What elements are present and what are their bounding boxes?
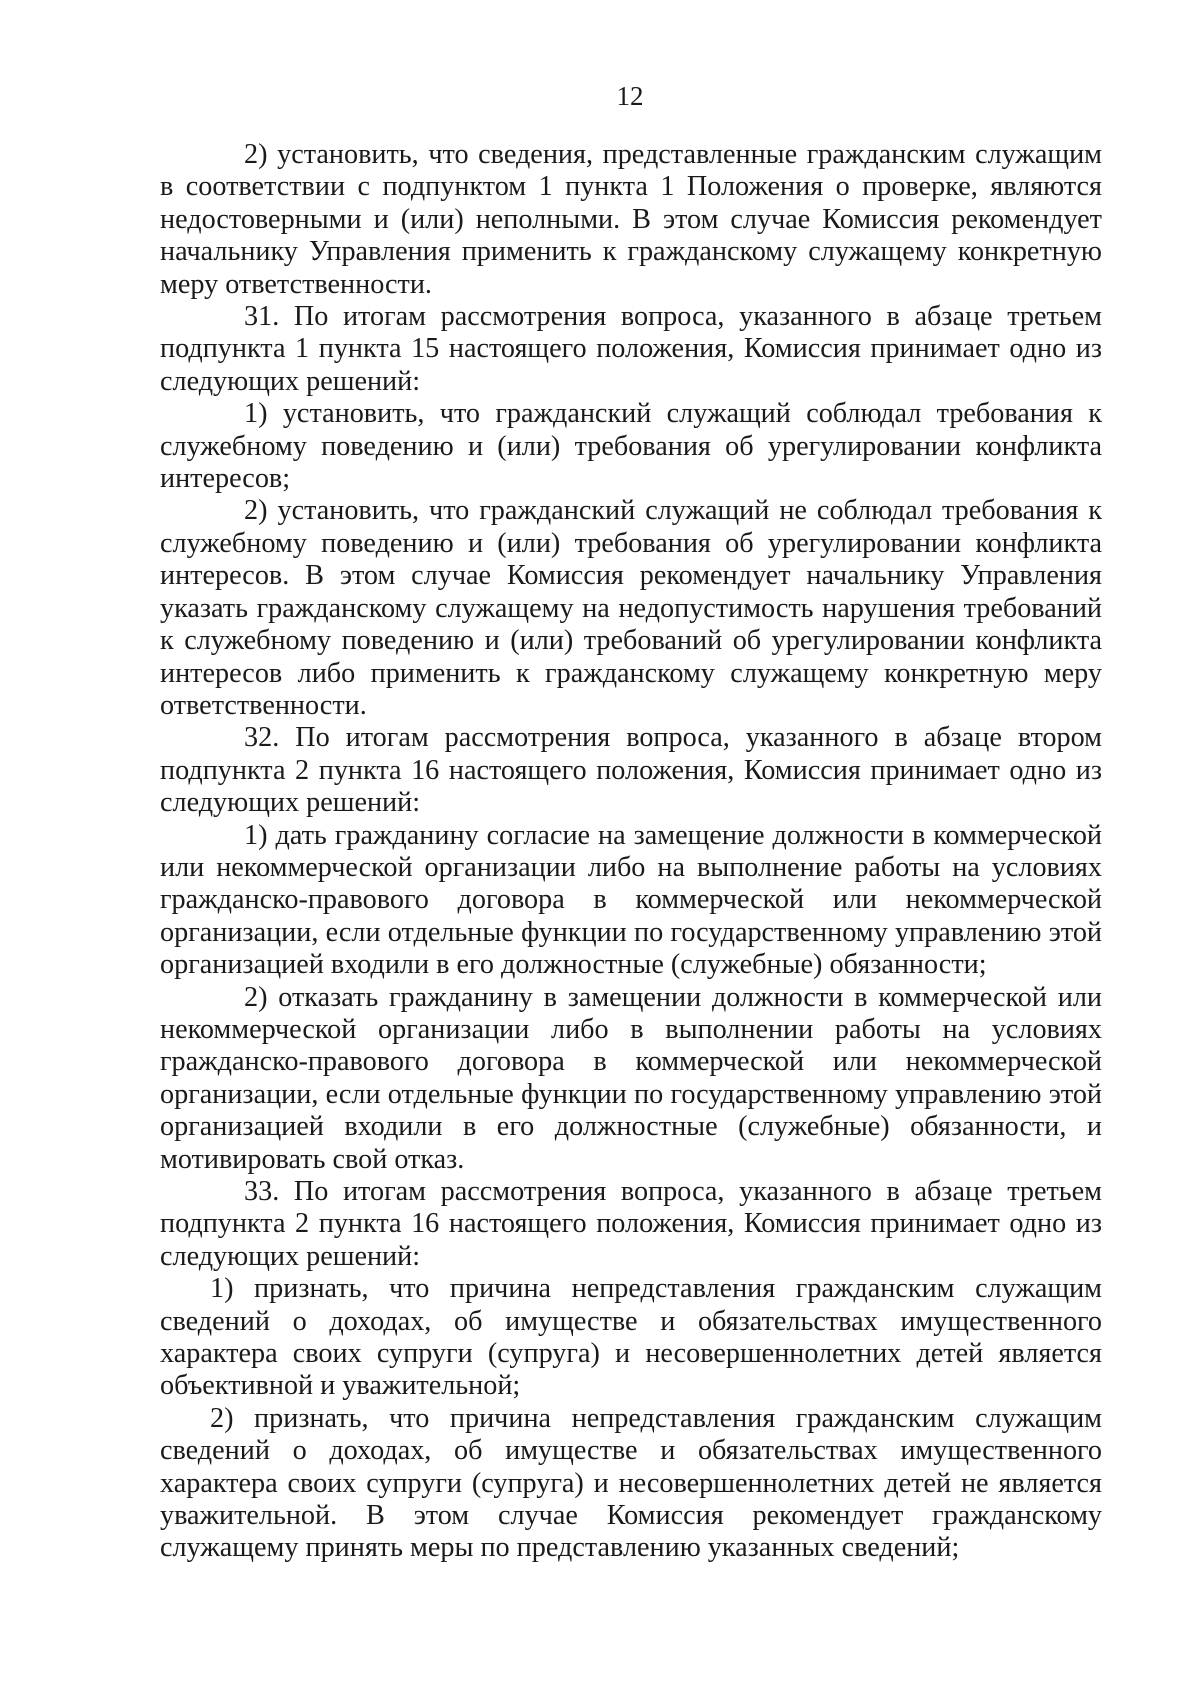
paragraph-item-2-false-info: 2) установить, что сведения, представленные гражданским служащим в соответствии с подпунктом 1 пункта 1 Положения о проверке, являются недостоверными и (или) неполными. В этом случае Комиссия рекомендует начальнику Управления применить к гражданскому служащему конкретную меру ответственности. (160, 139, 1102, 300)
paragraph-32-decision-1: 1) дать гражданину согласие на замещение должности в коммерческой или некоммерческой организации либо на выполнение работы на условиях гражданско-правового договора в коммерческой или некоммерческой организации, если отдельные функции по государственному управлению этой организацией входили в его должностные (служебные) обязанности; (160, 819, 1102, 981)
paragraph-32: 32. По итогам рассмотрения вопроса, указанного в абзаце втором подпункта 2 пункта 16 настоящего положения, Комиссия принимает одно из следующих решений: (160, 722, 1102, 819)
paragraph-31-decision-1: 1) установить, что гражданский служащий соблюдал требования к служебному поведению и (или) требования об урегулировании конфликта интересов; (160, 398, 1102, 495)
paragraph-33-decision-1: 1) признать, что причина непредставления гражданским служащим сведений о доходах, об имуществе и обязательствах имущественного характера своих супруги (супруга) и несовершеннолетних детей является объективной и уважительной; (160, 1273, 1102, 1402)
paragraph-33-decision-2: 2) признать, что причина непредставления гражданским служащим сведений о доходах, об имуществе и обязательствах имущественного характера своих супруги (супруга) и несовершеннолетних детей не является уважительной. В этом случае Комиссия рекомендует гражданскому служащему принять меры по представлению указанных сведений; (160, 1402, 1102, 1564)
paragraph-33: 33. По итогам рассмотрения вопроса, указанного в абзаце третьем подпункта 2 пункта 16 настоящего положения, Комиссия принимает одно из следующих решений: (160, 1176, 1102, 1272)
document-body (160, 139, 1102, 1565)
paragraph-31: 31. По итогам рассмотрения вопроса, указанного в абзаце третьем подпункта 1 пункта 15 настоящего положения, Комиссия принимает одно из следующих решений: (160, 301, 1102, 397)
paragraph-31-decision-2: 2) установить, что гражданский служащий не соблюдал требования к служебному поведению и (или) требования об урегулировании конфликта интересов. В этом случае Комиссия рекомендует начальнику Управления указать гражданскому служащему на недопустимость нарушения требований к служебному поведению и (или) требований об урегулировании конфликта интересов либо применить к гражданскому служащему конкретную меру ответственности. (160, 495, 1102, 721)
page-number: 12 (616, 81, 644, 111)
paragraph-32-decision-2: 2) отказать гражданину в замещении должности в коммерческой или некоммерческой организации либо в выполнении работы на условиях гражданско-правового договора в коммерческой или некоммерческой организации, если отдельные функции по государственному управлению этой организацией входили в его должностные (служебные) обязанности, и мотивировать свой отказ. (160, 981, 1102, 1175)
